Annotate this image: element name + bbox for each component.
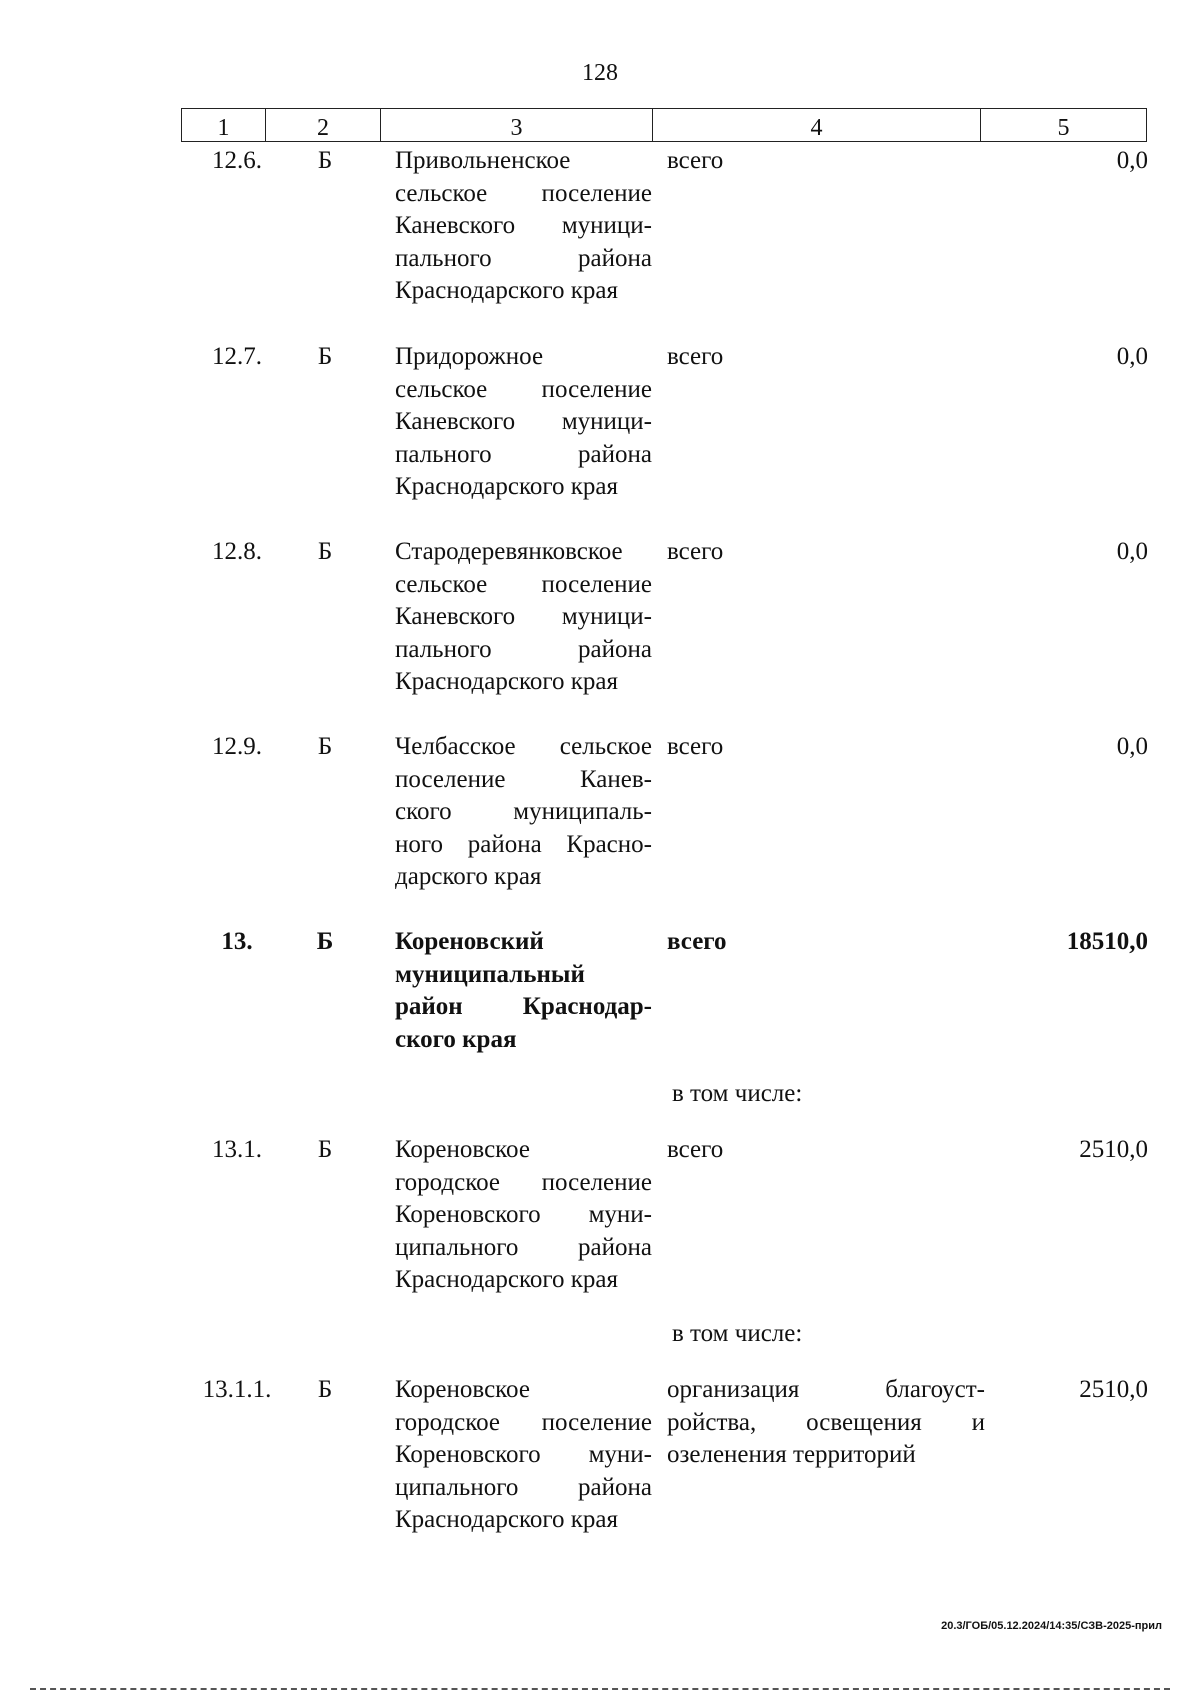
row-number: 12.7.: [212, 343, 262, 370]
name-line: ципального района: [395, 1473, 652, 1501]
name-line: Каневского муници-: [395, 603, 652, 631]
name-line: Придорожное: [395, 343, 544, 370]
name-line: муниципальный: [395, 960, 585, 988]
row-name: [395, 731, 652, 894]
header-col-3: 3: [381, 109, 653, 142]
desc-line: организация благоуст-: [667, 1376, 985, 1403]
name-line: Краснодарского края: [395, 668, 618, 696]
row-value: 0,0: [1116, 538, 1148, 565]
desc-line: всего: [667, 928, 727, 955]
row-type: Б: [317, 343, 333, 370]
desc-line: всего: [667, 538, 724, 565]
row-type: Б: [317, 147, 333, 174]
row-type: Б: [317, 733, 333, 760]
name-line: Стародеревянковское: [395, 538, 623, 565]
row-value: 2510,0: [1079, 1376, 1148, 1403]
row-number: 13.1.1.: [202, 1376, 272, 1403]
name-line: Кореновское: [395, 1136, 530, 1163]
row-type: Б: [317, 538, 333, 565]
name-line: ципального района: [395, 1233, 652, 1261]
row-number: 12.8.: [212, 538, 262, 565]
name-line: пального района: [395, 440, 652, 468]
name-line: пального района: [395, 244, 652, 272]
name-line: Каневского муници-: [395, 408, 652, 436]
name-line: поселение Канев-: [395, 765, 652, 793]
row-description: [667, 731, 987, 764]
header-col-2: 2: [266, 109, 381, 142]
name-line: Краснодарского края: [395, 473, 618, 501]
row-name: [395, 1134, 652, 1297]
row-value: 0,0: [1116, 733, 1148, 760]
row-name: [395, 145, 652, 308]
row-number: 13.1.: [212, 1136, 262, 1163]
page-number: 128: [582, 60, 618, 86]
row-number: 13.: [221, 928, 253, 955]
header-col-5: 5: [981, 109, 1147, 142]
name-line: Челбасское сельское: [395, 733, 652, 760]
name-line: Привольненское: [395, 147, 571, 174]
row-description: [667, 145, 987, 178]
bottom-divider: [30, 1688, 1170, 1690]
name-line: пального района: [395, 635, 652, 663]
name-line: район Краснодар-: [395, 993, 652, 1021]
name-line: Краснодарского края: [395, 1506, 618, 1534]
name-line: ского муниципаль-: [395, 798, 652, 826]
row-description: [667, 1374, 985, 1472]
row-type: Б: [317, 1376, 333, 1403]
row-value: 0,0: [1116, 147, 1148, 174]
desc-line: всего: [667, 733, 724, 760]
name-line: дарского края: [395, 863, 542, 891]
row-value: 2510,0: [1079, 1136, 1148, 1163]
name-line: городское поселение: [395, 1408, 652, 1436]
row-type: Б: [317, 1136, 333, 1163]
name-line: городское поселение: [395, 1168, 652, 1196]
row-type: Б: [316, 928, 334, 955]
name-line: сельское поселение: [395, 570, 652, 598]
name-line: ского края: [395, 1025, 517, 1053]
name-line: Кореновского муни-: [395, 1201, 652, 1229]
name-line: Краснодарского края: [395, 1266, 618, 1294]
header-col-4: 4: [653, 109, 981, 142]
including-label: в том числе:: [672, 1320, 803, 1347]
row-description: [667, 341, 987, 374]
row-description: [667, 1134, 987, 1167]
name-line: Кореновский: [395, 928, 544, 955]
row-name: [395, 926, 652, 1056]
name-line: Каневского муници-: [395, 212, 652, 240]
desc-line: озеленения территорий: [667, 1441, 916, 1469]
row-value: 0,0: [1116, 343, 1148, 370]
name-line: сельское поселение: [395, 179, 652, 207]
including-label: в том числе:: [672, 1080, 803, 1107]
header-col-1: 1: [182, 109, 266, 142]
row-description: [667, 926, 987, 959]
row-number: 12.9.: [212, 733, 262, 760]
desc-line: всего: [667, 1136, 724, 1163]
name-line: Кореновское: [395, 1376, 530, 1403]
row-description: [667, 536, 987, 569]
desc-line: всего: [667, 343, 724, 370]
row-value: 18510,0: [1066, 928, 1148, 955]
name-line: Краснодарского края: [395, 277, 618, 305]
row-name: [395, 536, 652, 699]
desc-line: ройства, освещения и: [667, 1408, 985, 1436]
name-line: Кореновского муни-: [395, 1441, 652, 1469]
name-line: сельское поселение: [395, 375, 652, 403]
row-name: [395, 341, 652, 504]
column-header-row: [181, 108, 1147, 142]
desc-line: всего: [667, 147, 724, 174]
document-code: 20.3/ГОБ/05.12.2024/14:35/СЗВ-2025-прил: [941, 1620, 1162, 1632]
row-number: 12.6.: [212, 147, 262, 174]
row-name: [395, 1374, 652, 1537]
name-line: ного района Красно-: [395, 830, 652, 858]
